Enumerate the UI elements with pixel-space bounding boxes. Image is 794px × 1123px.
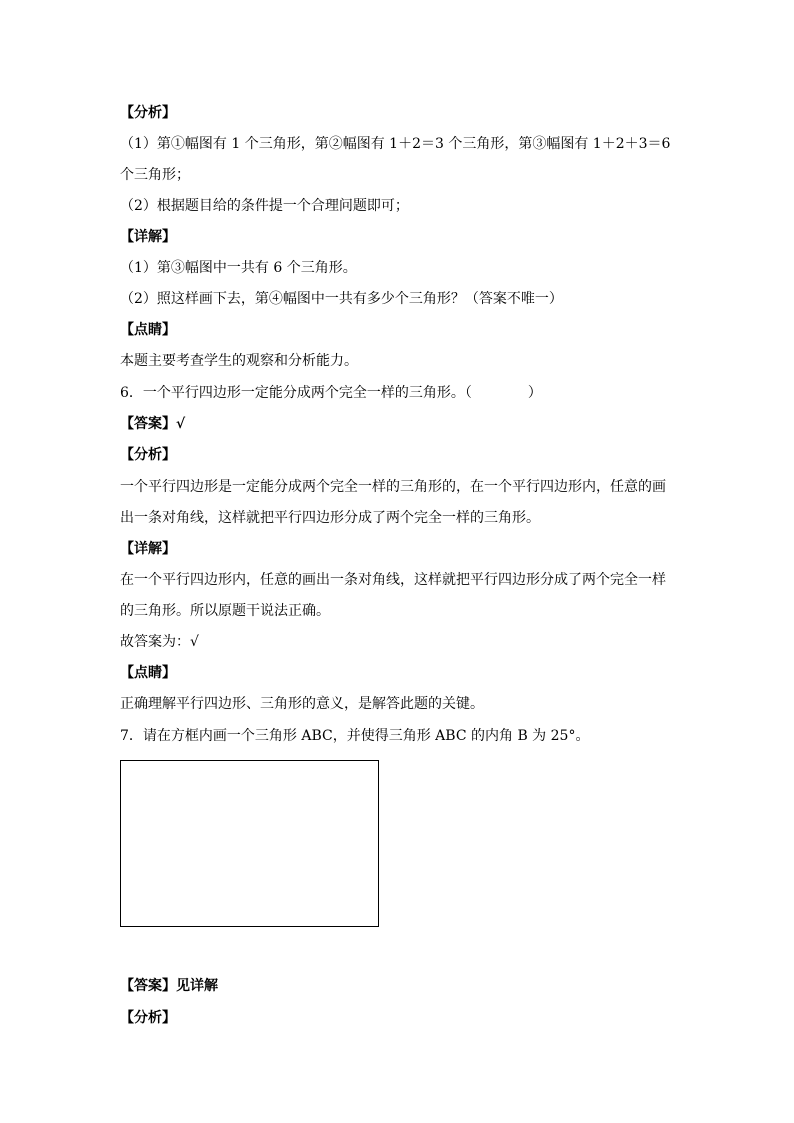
analysis-6-line-1: 一个平行四边形是一定能分成两个完全一样的三角形的，在一个平行四边形内，任意的画 bbox=[120, 479, 666, 495]
comment-line-1: 本题主要考查学生的观察和分析能力。 bbox=[120, 353, 358, 369]
section-heading-comment-6: 【点睛】 bbox=[120, 665, 176, 681]
analysis-line-3: （2）根据题目给的条件提一个合理问题即可； bbox=[120, 198, 409, 214]
detail-6-line-2: 的三角形。所以原题干说法正确。 bbox=[120, 603, 330, 619]
question-6: 6．一个平行四边形一定能分成两个完全一样的三角形。（ ） bbox=[120, 385, 542, 401]
drawing-answer-box bbox=[120, 760, 379, 927]
section-heading-detail: 【详解】 bbox=[120, 229, 176, 245]
detail-line-1: （1）第③幅图中一共有 6 个三角形。 bbox=[120, 260, 357, 276]
detail-6-line-1: 在一个平行四边形内，任意的画出一条对角线，这样就把平行四边形分成了两个完全一样 bbox=[120, 572, 666, 588]
analysis-6-line-2: 出一条对角线，这样就把平行四边形分成了两个完全一样的三角形。 bbox=[120, 510, 540, 526]
detail-6-line-3: 故答案为：√ bbox=[120, 634, 199, 650]
answer-6: 【答案】√ bbox=[120, 416, 186, 432]
question-7: 7．请在方框内画一个三角形 ABC，并使得三角形 ABC 的内角 B 为 25°。 bbox=[120, 728, 590, 744]
comment-6-line-1: 正确理解平行四边形、三角形的意义，是解答此题的关键。 bbox=[120, 696, 484, 712]
section-heading-detail-6: 【详解】 bbox=[120, 541, 176, 557]
section-heading-analysis-6: 【分析】 bbox=[120, 447, 176, 463]
section-heading-analysis-7: 【分析】 bbox=[120, 1010, 176, 1026]
analysis-line-2: 个三角形； bbox=[120, 167, 190, 183]
analysis-line-1: （1）第①幅图有 1 个三角形，第②幅图有 1＋2＝3 个三角形，第③幅图有 1＋2＋3＝6 bbox=[120, 136, 671, 152]
detail-line-2: （2）照这样画下去，第④幅图中一共有多少个三角形？（答案不唯一） bbox=[120, 291, 563, 307]
section-heading-analysis: 【分析】 bbox=[120, 105, 176, 121]
answer-7: 【答案】见详解 bbox=[120, 978, 218, 994]
section-heading-comment: 【点睛】 bbox=[120, 322, 176, 338]
